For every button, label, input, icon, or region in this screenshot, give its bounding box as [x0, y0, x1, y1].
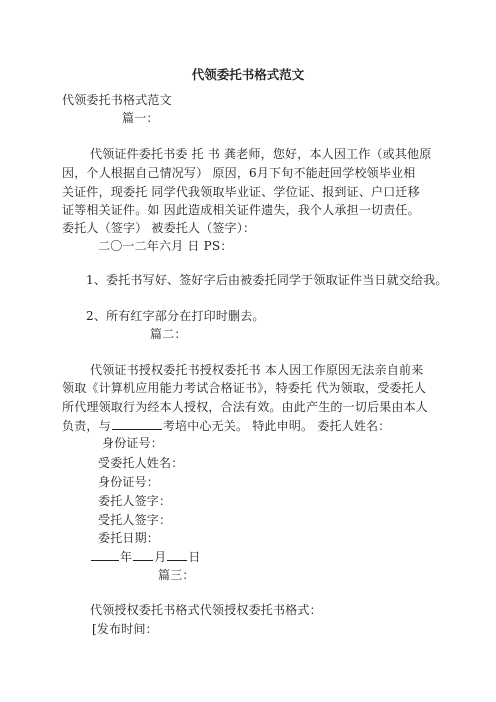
form-field-label: 身份证号：: [102, 436, 164, 450]
paragraph-line: 因，个人根据自己情况写） 原因，6月下旬不能赶回学校领毕业相: [62, 166, 416, 180]
paragraph-line: 证等相关证件。如 因此造成相关证件遗失，我个人承担一切责任。: [62, 203, 420, 217]
text-segment: 负责，与: [62, 419, 111, 433]
paragraph-line: 关证件，现委托 同学代我领取毕业证、学位证、报到证、户口迁移: [62, 185, 420, 199]
paragraph-line: [62, 418, 390, 433]
paragraph-line: 代领证书授权委托书授权委托书 本人因工作原因无法亲自前来: [90, 363, 424, 377]
document-title: 代领委托书格式范文: [191, 67, 305, 82]
note-line: 2、所有红字部分在打印时删去。: [86, 309, 265, 323]
paragraph-line: 代领授权委托书格式代领授权委托书格式：: [90, 603, 322, 617]
form-field-label: 委托人签字：: [98, 494, 172, 508]
blank-underline: [112, 418, 162, 430]
paragraph-line: 代领证件委托书委 托 书 龚老师，您好，本人因工作（或其他原: [90, 147, 432, 161]
blank-underline: [167, 549, 187, 561]
section-heading-3: 篇三：: [158, 568, 195, 582]
document-subtitle: 代领委托书格式范文: [62, 93, 172, 107]
blank-underline: [91, 549, 119, 561]
blank-underline: [133, 549, 153, 561]
note-line: 1、委托书写好、签好字后由被委托同学于领取证件当日就交给我。: [86, 273, 448, 287]
paragraph-line: [发布时间：: [92, 622, 158, 636]
date-ps-line: 二〇一二年六月 日 PS：: [98, 239, 233, 253]
text-segment: 日: [188, 550, 201, 564]
form-field-label: 受托人签字：: [98, 513, 172, 527]
text-segment: 月: [154, 550, 167, 564]
paragraph-line: 委托人（签字） 被委托人（签字）：: [62, 221, 256, 235]
form-field-label: 身份证号：: [98, 475, 160, 489]
form-field-label: 委托日期：: [98, 531, 160, 545]
paragraph-line: 所代理领取行为经本人授权，合法有效。由此产生的一切后果由本人: [62, 400, 429, 414]
date-fill-line: [90, 549, 201, 564]
form-field-label: 受委托人姓名：: [98, 456, 184, 470]
text-segment: 考培中心无关。 特此申明。 委托人姓名：: [162, 419, 391, 433]
text-segment: 年: [120, 550, 133, 564]
section-heading-1: 篇一：: [122, 111, 159, 125]
paragraph-line: 领取《计算机应用能力考试合格证书》，特委托 代为领取，受委托人: [62, 381, 427, 395]
section-heading-2: 篇二：: [150, 327, 187, 341]
